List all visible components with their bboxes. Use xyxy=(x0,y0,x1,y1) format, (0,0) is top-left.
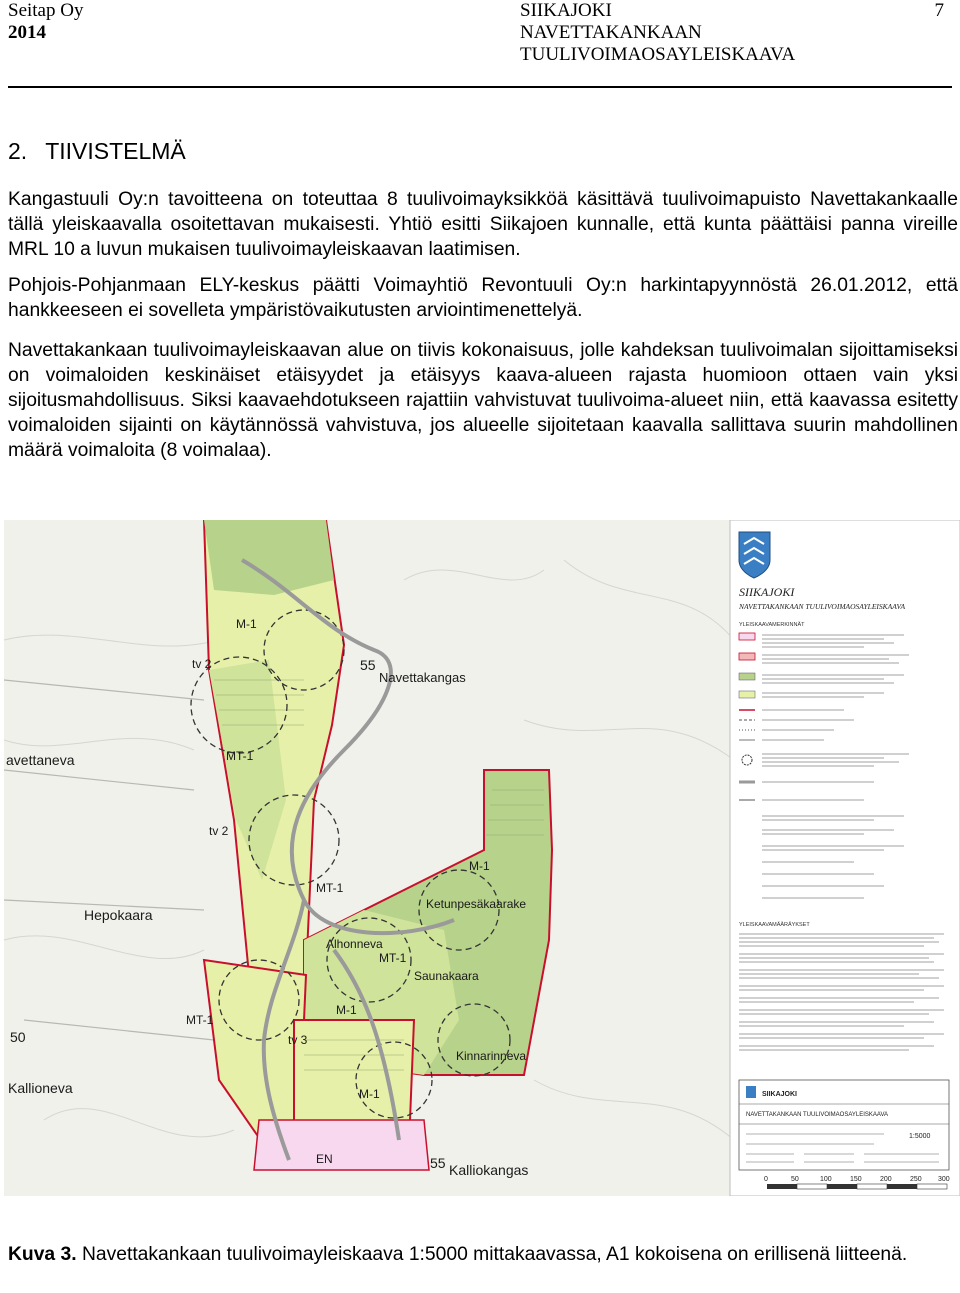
label-kallioneva: Kallioneva xyxy=(8,1080,73,1096)
title-block-plan: NAVETTAKANKAAN TUULIVOIMAOSAYLEISKAAVA xyxy=(746,1112,889,1118)
section-number: 2. xyxy=(8,138,28,164)
contour-50: 50 xyxy=(10,1029,26,1045)
coat-of-arms-icon xyxy=(739,532,770,578)
scale-label-100: 100 xyxy=(820,1176,832,1183)
label-ketunpesakaarake: Ketunpesäkaarake xyxy=(426,897,527,911)
label-alhonneva: Alhonneva xyxy=(326,937,383,951)
scale-label-0: 0 xyxy=(764,1176,768,1183)
paragraph-ely-decision: Pohjois-Pohjanmaan ELY-keskus päätti Voimayhtiö Revontuuli Oy:n harkintapyynnöstä 26.01.2012, että hankkeeseen ei sovelleta ympäristövaikutusten arviointimenettelyä. xyxy=(8,275,958,321)
legend-title-2: NAVETTAKANKAAN TUULIVOIMAOSAYLEISKAAVA xyxy=(739,602,906,611)
scale-label-150: 150 xyxy=(850,1176,862,1183)
scale-label-50: 50 xyxy=(791,1176,799,1183)
plan-map-figure xyxy=(4,520,960,1196)
header-project: NAVETTAKANKAAN xyxy=(520,22,702,43)
legend-heading-2: YLEISKAAVAMÄÄRÄYKSET xyxy=(739,922,810,928)
legend-title-1: SIIKAJOKI xyxy=(739,585,795,599)
label-kinnarinneva: Kinnarinneva xyxy=(456,1049,527,1063)
zone-label-m1-b: M-1 xyxy=(469,859,490,873)
zone-label-tv2-a: tv 2 xyxy=(192,657,212,671)
zone-label-mt1-d: MT-1 xyxy=(186,1013,214,1027)
zone-label-en: EN xyxy=(316,1152,333,1166)
paragraph-goal: Kangastuuli Oy:n tavoitteena on toteuttaa 8 tuulivoimayksikköä käsittävä tuulivoimapuisto Navettakankaalle tällä yleiskaavalla osoitettavan mukaisesti. Yhtiö esitti Siikajoen kunnalle, että kunta päättäisi panna vireille MRL 10 a luvun mukaisen tuulivoimayleiskaavan laatimisen. xyxy=(8,189,958,260)
header-plan: TUULIVOIMAOSAYLEISKAAVA xyxy=(520,44,796,65)
header-middle xyxy=(520,0,795,66)
zone-label-tv3: tv 3 xyxy=(288,1033,308,1047)
scale-label-200: 200 xyxy=(880,1176,892,1183)
label-saunakaara: Saunakaara xyxy=(414,969,479,983)
zone-label-m1-a: M-1 xyxy=(236,617,257,631)
plan-map xyxy=(4,520,960,1196)
zone-label-mt1-a: MT-1 xyxy=(226,749,254,763)
label-kalliokangas: Kalliokangas xyxy=(449,1162,529,1178)
title-block-crest-icon xyxy=(746,1086,756,1098)
zone-label-mt1-c: MT-1 xyxy=(379,951,407,965)
page-header xyxy=(8,0,952,88)
label-navettakangas: Navettakangas xyxy=(379,670,466,685)
section-heading xyxy=(8,138,186,165)
title-block-name: SIIKAJOKI xyxy=(762,1091,798,1098)
caption-label: Kuva 3. xyxy=(8,1244,77,1265)
zone-label-tv2-b: tv 2 xyxy=(209,824,229,838)
page-number: 7 xyxy=(934,0,944,21)
contour-55: 55 xyxy=(360,657,376,673)
legend-heading: YLEISKAAVAMERKINNÄT xyxy=(739,622,805,628)
scale-label-300: 300 xyxy=(938,1176,950,1183)
title-block-scale: 1:5000 xyxy=(909,1133,931,1140)
contour-55b: 55 xyxy=(430,1155,446,1171)
figure-caption xyxy=(8,1242,948,1267)
section-title: TIIVISTELMÄ xyxy=(45,138,186,164)
zone-label-mt1-b: MT-1 xyxy=(316,881,344,895)
label-navettaneva: avettaneva xyxy=(6,752,75,768)
header-year: 2014 xyxy=(8,22,46,43)
zone-label-m1-c: M-1 xyxy=(336,1003,357,1017)
label-hepokaara: Hepokaara xyxy=(84,907,153,923)
paragraph-plan-area: Navettakankaan tuulivoimayleiskaavan alue on tiivis kokonaisuus, jolle kahdeksan tuulivoimalan sijoittamiseksi on voimaloiden keskinäiset etäisyydet ja etäisyys kaava-alueen rajasta huomioon ottaen vain yksi sijoitusmahdollisuus. Siksi kaavaehdotukseen rajattiin vahvistuvat tuulivoima-alueet niin, että kaavassa esitetty voimaloiden sijainti on käytännössä vahvistuva, jos alueelle sijoitetaan kaavalla sallittava suurin mahdollinen määrä voimaloita (8 voimalaa). xyxy=(8,340,958,461)
scale-label-250: 250 xyxy=(910,1176,922,1183)
header-company: Seitap Oy xyxy=(8,0,84,21)
zone-m1-north xyxy=(204,520,334,595)
caption-text: Navettakankaan tuulivoimayleiskaava 1:5000 mittakaavassa, A1 kokoisena on erillisenä liitteenä. xyxy=(76,1244,908,1265)
header-municipality: SIIKAJOKI xyxy=(520,0,612,21)
header-left xyxy=(8,0,83,44)
zone-en xyxy=(254,1120,429,1170)
zone-label-m1-d: M-1 xyxy=(359,1087,380,1101)
